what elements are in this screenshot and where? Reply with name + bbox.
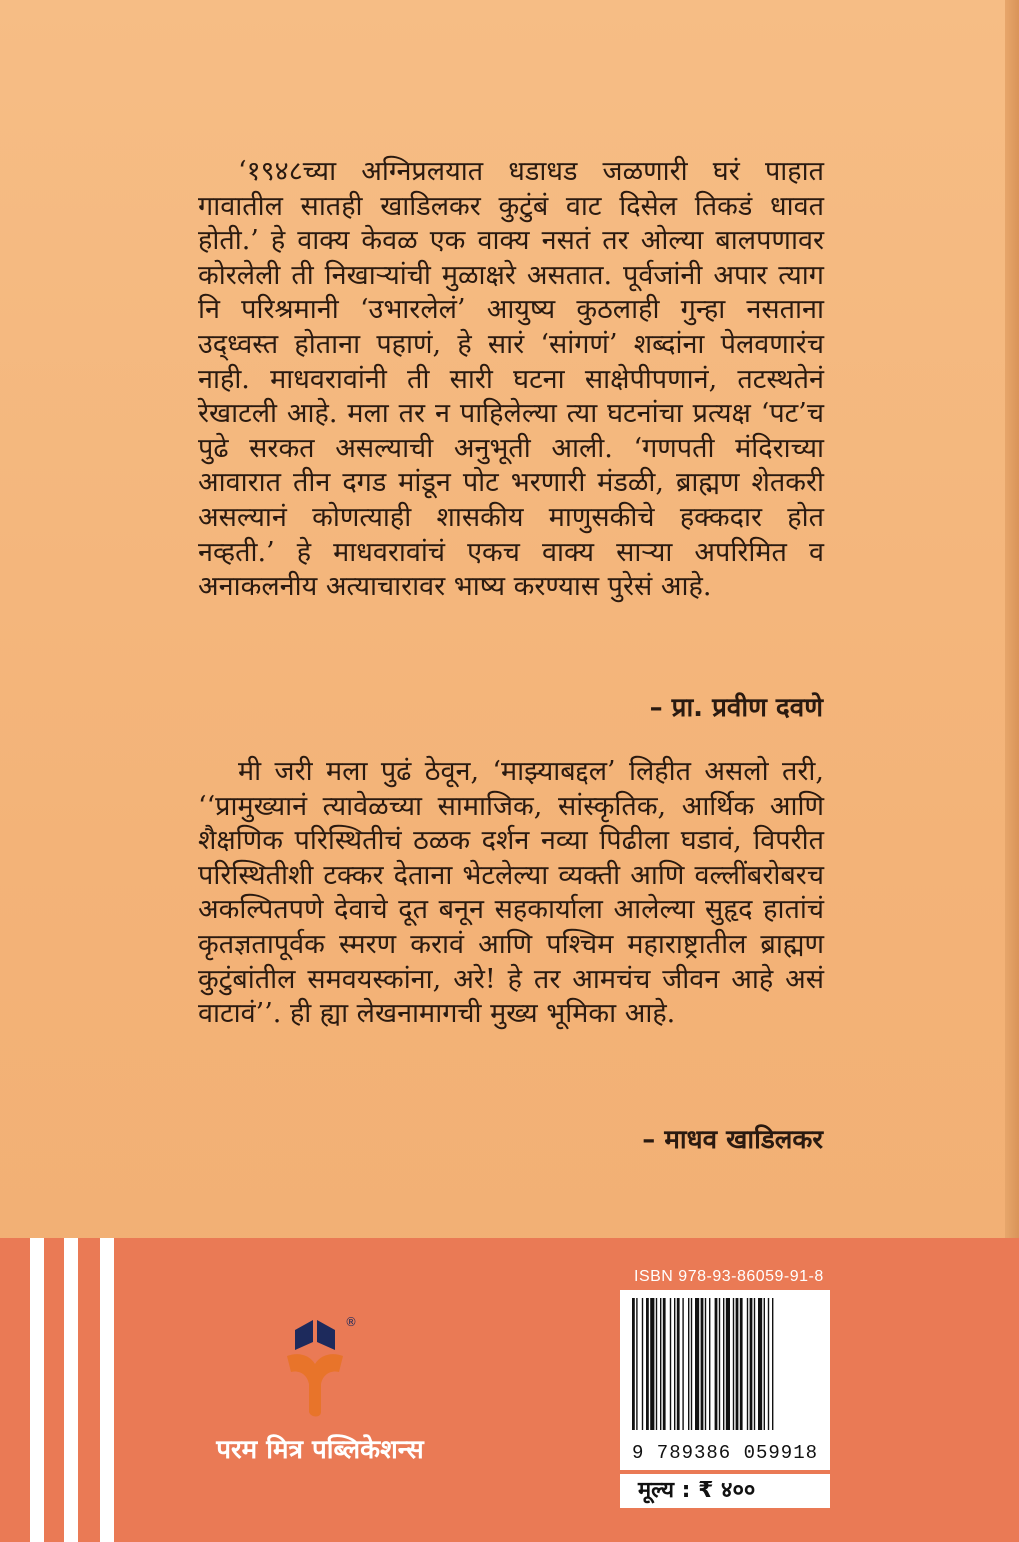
barcode-bar — [715, 1298, 718, 1430]
barcode-bar — [740, 1298, 743, 1430]
barcode-bar — [688, 1298, 689, 1430]
barcode-bar — [768, 1298, 769, 1430]
white-stripe — [100, 1238, 114, 1542]
publisher-logo-icon — [265, 1312, 365, 1422]
publisher-band — [0, 1238, 1019, 1542]
blurb-2-text: मी जरी मला पुढं ठेवून, ‘माझ्याबद्दल’ लिहीत असलो तरी, ‘‘प्रामुख्यानं त्यावेळच्या सामाजिक, सांस्कृतिक, आर्थिक आणि शैक्षणिक परिस्थितीचं ठळक दर्शन नव्या पिढीला घडावं, विपरीत परिस्थितीशी टक्कर देताना भेटलेल्या व्यक्ती आणि वल्लींबरोबरच अकल्पितपणे देवाचे दूत बनून सहकार्याला आलेल्या सुहृद हातांचं कृतज्ञतापूर्वक स्मरण करावं आणि पश्चिम महाराष्ट्रातील ब्राह्मण कुटुंबांतील समवयस्कांना, अरे! हे तर आमचंच जीवन आहे असं वाटावं’’. ही ह्या लेखनामागची मुख्य भूमिका आहे. — [198, 756, 824, 1030]
barcode-bar — [726, 1298, 730, 1430]
barcode-bar — [632, 1298, 635, 1430]
barcode-bar — [736, 1298, 739, 1430]
price-label: मूल्य : ₹ ४०० — [620, 1474, 830, 1508]
barcode-bar — [646, 1298, 649, 1430]
barcode-bar — [663, 1298, 666, 1430]
barcode-bar — [723, 1298, 724, 1430]
barcode-bar — [691, 1298, 692, 1430]
isbn-label: ISBN 978-93-86059-91-8 — [634, 1268, 824, 1285]
barcode-bar — [772, 1298, 773, 1430]
barcode-bar — [705, 1298, 706, 1430]
barcode — [620, 1290, 830, 1470]
barcode-bar — [642, 1298, 643, 1430]
barcode-bar — [719, 1298, 720, 1430]
barcode-digits: 9 789386 059918 — [631, 1442, 819, 1464]
barcode-bar — [682, 1298, 683, 1430]
barcode-bar — [677, 1298, 680, 1430]
blurb-2 — [198, 755, 824, 1032]
barcode-bar — [695, 1298, 699, 1430]
barcode-bar — [747, 1298, 748, 1430]
barcode-bar — [650, 1298, 654, 1430]
barcode-bar — [709, 1298, 710, 1430]
barcode-bar — [754, 1298, 755, 1430]
barcode-bar — [733, 1298, 734, 1430]
blurb-2-attribution: – माधव खाडिलकर — [642, 1125, 823, 1155]
white-stripe — [64, 1238, 78, 1542]
registered-mark: ® — [345, 1315, 357, 1329]
white-stripe — [30, 1238, 44, 1542]
barcode-bar — [701, 1298, 704, 1430]
barcode-bar — [636, 1298, 637, 1430]
barcode-bar — [674, 1298, 675, 1430]
blurb-1-attribution: – प्रा. प्रवीण दवणे — [649, 693, 823, 723]
barcode-bars — [628, 1298, 822, 1438]
blurb-1-text: ‘१९४८च्या अग्निप्रलयात धडाधड जळणारी घरं पाहात गावातील सातही खाडिलकर कुटुंबं वाट दिसेल तिकडं धावत होती.’ हे वाक्य केवळ एक वाक्य नसतं तर ओल्या बालपणावर कोरलेली ती निखाऱ्यांची मुळाक्षरे असतात. पूर्वजांनी अपार त्याग नि परिश्रमानी ‘उभारलेलं’ आयुष्य कुठलाही गुन्हा नसताना उद्ध्वस्त होताना पहाणं, हे सारं ‘सांगणं’ शब्दांना पेलवणारंच नाही. माधवरावांनी ती सारी घटना साक्षेपीपणानं, तटस्थतेनं रेखाटली आहे. मला तर न पाहिलेल्या त्या घटनांचा प्रत्यक्ष ‘पट’च पुढे सरकत असल्याची अनुभूती आली. ‘गणपती मंदिराच्या आवारात तीन दगड मांडून पोट भरणारी मंडळी, ब्राह्मण शेतकरी असल्यानं कोणत्याही शासकीय माणुसकीचे हक्कदार होत नव्हती.’ हे माधवरावांचं एकच वाक्य साऱ्या अपरिमित व अनाकलनीय अत्याचारावर भाष्य करण्यास पुरेसं आहे. — [198, 156, 824, 603]
barcode-bar — [750, 1298, 753, 1430]
blurb-1 — [198, 155, 824, 605]
barcode-bar — [758, 1298, 762, 1430]
barcode-bar — [670, 1298, 671, 1430]
barcode-bar — [764, 1298, 765, 1430]
barcode-bar — [656, 1298, 657, 1430]
barcode-bar — [660, 1298, 661, 1430]
publisher-name: परम मित्र पब्लिकेशन्स — [216, 1435, 424, 1465]
